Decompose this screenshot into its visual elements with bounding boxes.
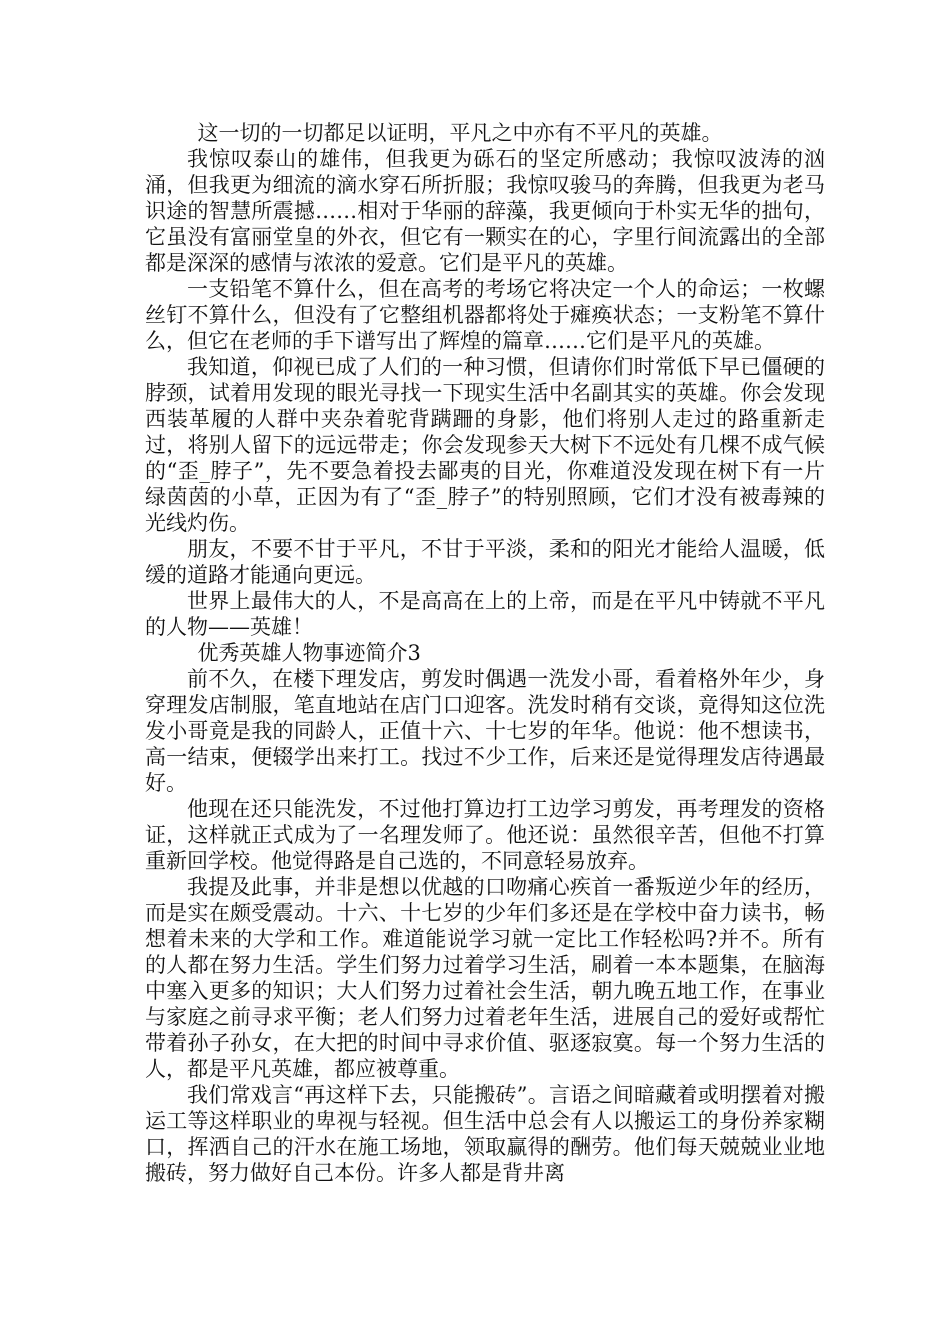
paragraph: 他现在还只能洗发，不过他打算边打工边学习剪发，再考理发的资格证，这样就正式成为了一名理发师了。他还说：虽然很辛苦，但他不打算重新回学校。他觉得路是自己选的，不同意轻易放弃。	[145, 797, 825, 873]
paragraph: 我提及此事，并非是想以优越的口吻痛心疾首一番叛逆少年的经历，而是实在颇受震动。十六、十七岁的少年们多还是在学校中奋力读书，畅想着未来的大学和工作。难道能说学习就一定比工作轻松吗?并不。所有的人都在努力生活。学生们努力过着学习生活，刷着一本本题集，在脑海中塞入更多的知识；大人们努力过着社会生活，朝九晚五地工作，在事业与家庭之前寻求平衡；老人们努力过着老年生活，进展自己的爱好或帮忙带着孙子孙女，在大把的时间中寻求价值、驱逐寂寞。每一个努力生活的人，都是平凡英雄，都应被尊重。	[145, 875, 825, 1081]
document-body	[145, 120, 825, 1186]
paragraph: 我惊叹泰山的雄伟，但我更为砾石的坚定所感动；我惊叹波涛的汹涌，但我更为细流的滴水穿石所折服；我惊叹骏马的奔腾，但我更为老马识途的智慧所震撼……相对于华丽的辞藻，我更倾向于朴实无华的拙句，它虽没有富丽堂皇的外衣，但它有一颗实在的心，字里行间流露出的全部都是深深的感情与浓浓的爱意。它们是平凡的英雄。	[145, 147, 825, 275]
paragraph: 这一切的一切都足以证明，平凡之中亦有不平凡的英雄。	[197, 121, 723, 145]
paragraph: 我们常戏言“再这样下去，只能搬砖”。言语之间暗藏着或明摆着对搬运工等这样职业的卑视与轻视。但生活中总会有人以搬运工的身份养家糊口，挥洒自己的汗水在施工场地，领取赢得的酬劳。他们每天兢兢业业地搬砖，努力做好自己本份。许多人都是背井离	[145, 1083, 825, 1185]
paragraph: 一支铅笔不算什么，但在高考的考场它将决定一个人的命运；一枚螺丝钉不算什么，但没有了它整组机器都将处于瘫痪状态；一支粉笔不算什么，但它在老师的手下谱写出了辉煌的篇章……它们是平凡的英雄。	[145, 277, 825, 353]
paragraph: 朋友，不要不甘于平凡，不甘于平淡，柔和的阳光才能给人温暖，低缓的道路才能通向更远。	[145, 537, 825, 587]
paragraph: 世界上最伟大的人，不是高高在上的上帝，而是在平凡中铸就不平凡的人物——英雄！	[145, 589, 825, 639]
section-heading: 优秀英雄人物事迹简介3	[197, 641, 421, 665]
paragraph: 前不久，在楼下理发店，剪发时偶遇一洗发小哥，看着格外年少，身穿理发店制服，笔直地站在店门口迎客。洗发时稍有交谈，竟得知这位洗发小哥竟是我的同龄人，正值十六、十七岁的年华。他说：他不想读书，高一结束，便辍学出来打工。找过不少工作，后来还是觉得理发店待遇最好。	[145, 667, 825, 795]
paragraph: 我知道，仰视已成了人们的一种习惯，但请你们时常低下早已僵硬的脖颈，试着用发现的眼光寻找一下现实生活中名副其实的英雄。你会发现西装革履的人群中夹杂着驼背蹒跚的身影，他们将别人走过的路重新走过，将别人留下的远远带走；你会发现参天大树下不远处有几棵不成气候的“歪_脖子”，先不要急着投去鄙夷的目光，你难道没发现在树下有一片绿茵茵的小草，正因为有了“歪_脖子”的特别照顾，它们才没有被毒辣的光线灼伤。	[145, 355, 825, 535]
